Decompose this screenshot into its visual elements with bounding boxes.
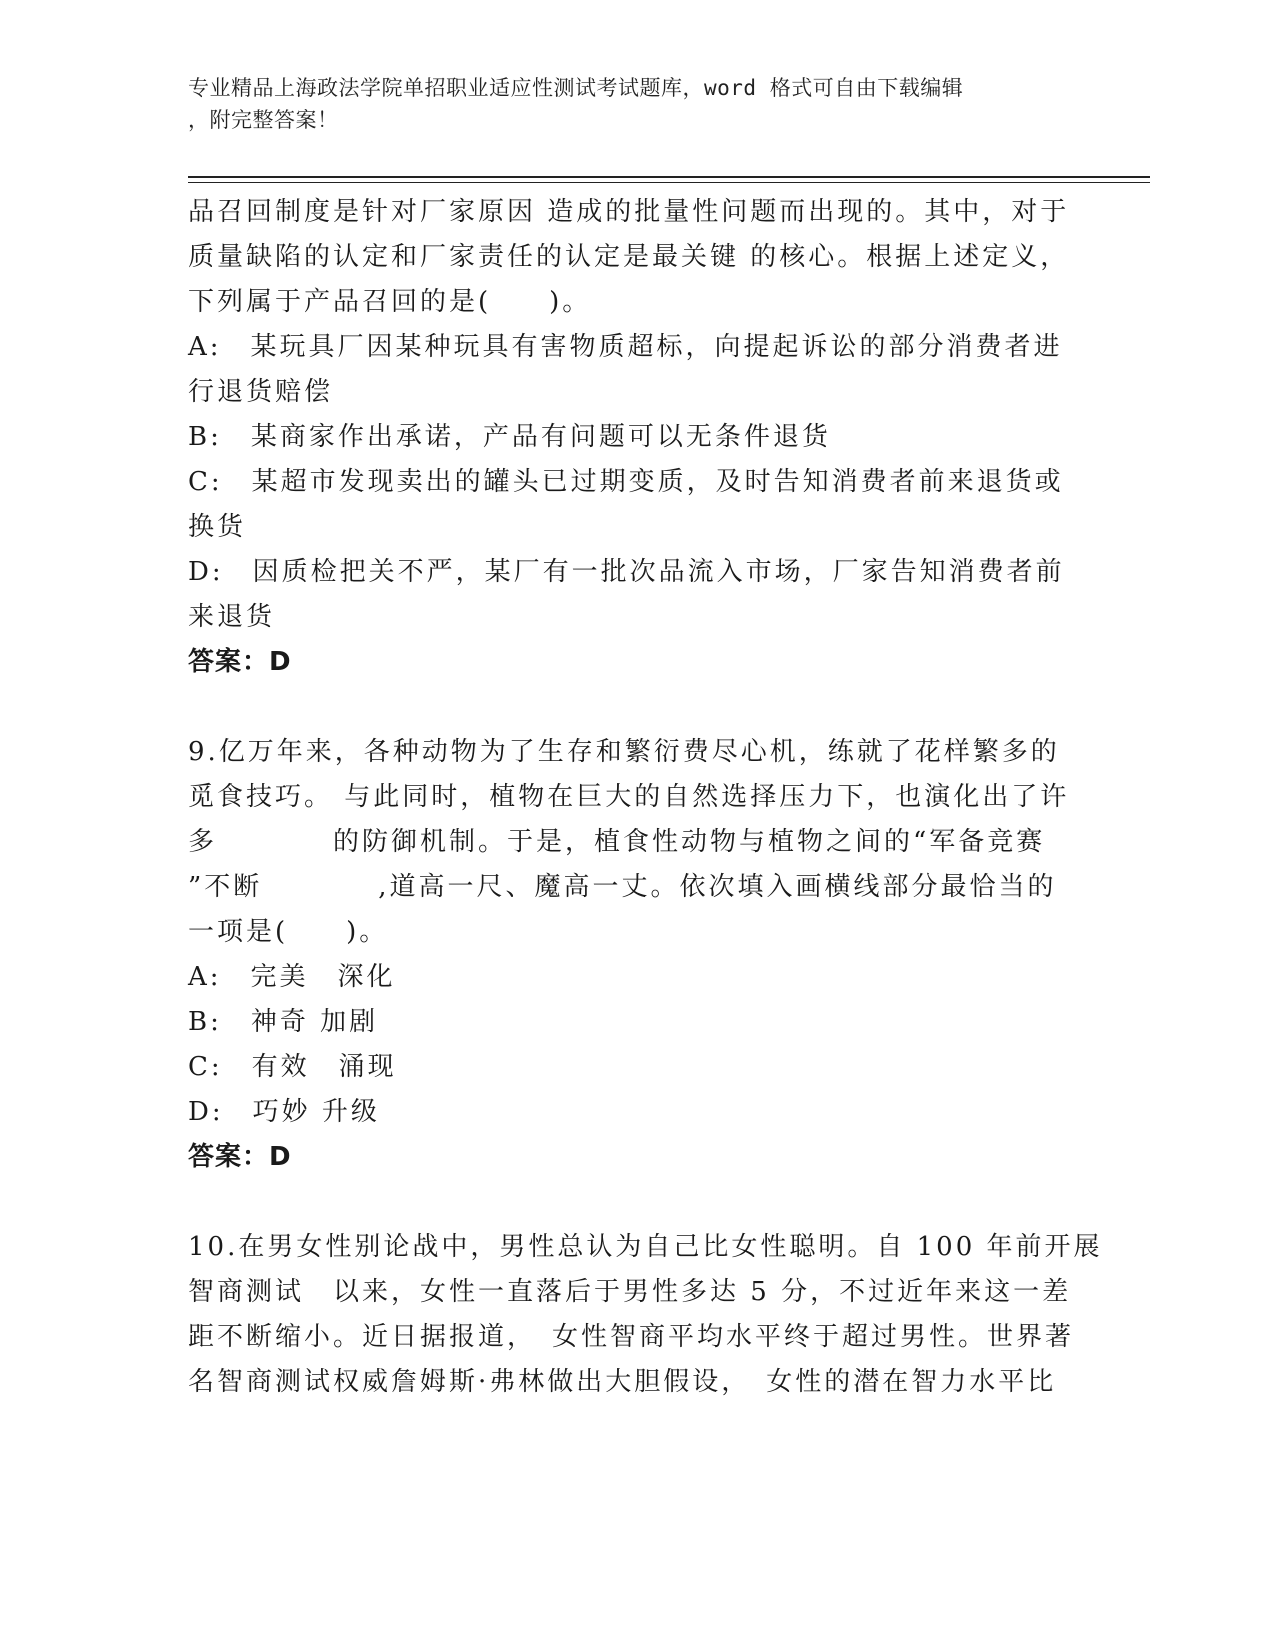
question-stem-line: 下列属于产品召回的是( )。 [188,287,592,317]
option-b-line: B: 某商家作出承诺，产品有问题可以无条件退货 [188,422,831,452]
document-header [188,72,1068,136]
option-c-line: 换货 [188,512,247,542]
option-d-line: D: 巧妙 升级 [188,1097,380,1127]
option-c-line: C: 有效 涌现 [188,1052,397,1082]
question-content [188,190,1103,1405]
question-stem-line: 觅食技巧。 与此同时，植物在巨大的自然选择压力下，也演化出了许 [188,782,1070,812]
question-9 [188,730,1088,1180]
question-stem-line: 多 的防御机制。于是，植食性动物与植物之间的“军备竞赛 [188,827,1046,857]
question-stem-line: 距不断缩小。近日据报道， 女性智商平均水平终于超过男性。世界著 [188,1322,1075,1352]
question-stem-line: 9.亿万年来，各种动物为了生存和繁衍费尽心机，练就了花样繁多的 [188,737,1060,767]
answer-label: 答案：D [188,1142,292,1172]
question-8 [188,190,1088,685]
question-stem-line: 名智商测试权威詹姆斯·弗林做出大胆假设， 女性的潜在智力水平比 [188,1367,1057,1397]
option-a-line: A: 某玩具厂因某种玩具有害物质超标，向提起诉讼的部分消费者进 [188,332,1063,362]
option-c-line: C: 某超市发现卖出的罐头已过期变质，及时告知消费者前来退货或 [188,467,1064,497]
question-stem-line: 品召回制度是针对厂家原因 造成的批量性问题而出现的。其中，对于 [188,197,1070,227]
option-a-line: A: 完美 深化 [188,962,396,992]
option-b-line: B: 神奇 加剧 [188,1007,379,1037]
option-d-line: 来退货 [188,602,276,632]
header-line-1: 专业精品上海政法学院单招职业适应性测试考试题库，word 格式可自由下载编辑 [188,76,964,100]
question-stem-line: ”不断 ,道高一尺、魔高一丈。依次填入画横线部分最恰当的 [188,872,1057,902]
header-divider-thick [188,176,1150,178]
answer-label: 答案：D [188,647,292,677]
question-stem-line: 一项是( )。 [188,917,389,947]
question-stem-line: 智商测试 以来，女性一直落后于男性多达 5 分，不过近年来这一差 [188,1277,1072,1307]
option-a-line: 行退货赔偿 [188,377,334,407]
header-line-2: ，附完整答案！ [188,108,339,132]
question-stem-line: 10.在男女性别论战中，男性总认为自己比女性聪明。自 100 年前开展 [188,1232,1103,1262]
question-stem-line: 质量缺陷的认定和厂家责任的认定是最关键 的核心。根据上述定义， [188,242,1070,272]
option-d-line: D: 因质检把关不严，某厂有一批次品流入市场，厂家告知消费者前 [188,557,1065,587]
question-10 [188,1225,1103,1405]
header-divider-thin [188,182,1150,183]
